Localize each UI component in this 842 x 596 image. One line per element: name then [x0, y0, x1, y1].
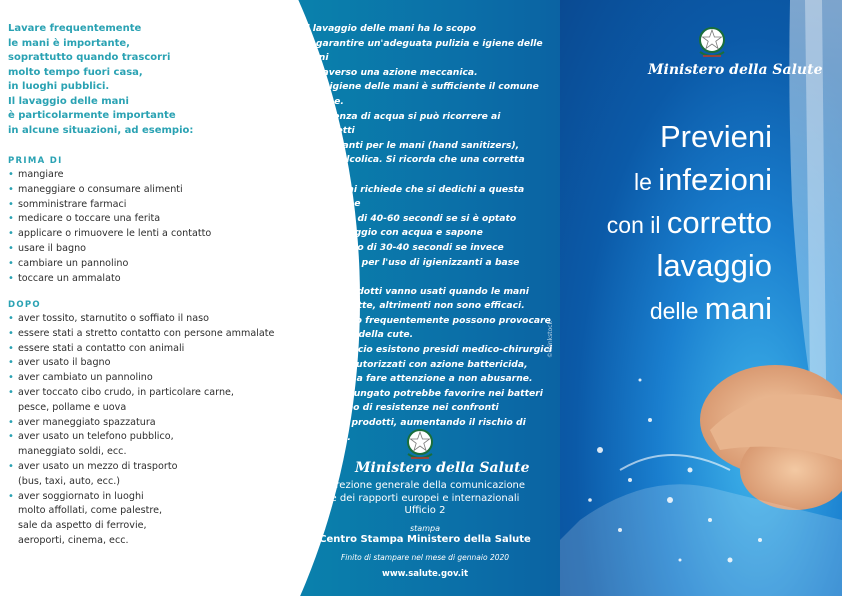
- intro-text: Lavare frequentemente le mani è importante, soprattutto quando trascorri molto tempo fuori casa, in luoghi pubblici. Il lavaggio delle mani è particolarmente importante in alcune situazioni, ad esempio:: [8, 23, 194, 136]
- list-item: • aver usato il bagno: [8, 356, 288, 371]
- italian-emblem-icon: [402, 424, 438, 464]
- centro-stampa: Centro Stampa Ministero della Salute: [319, 533, 531, 545]
- list-item: • applicare o rimuovere le lenti a contatto: [8, 227, 288, 242]
- title-line-large: mani: [704, 291, 772, 326]
- title-line: [607, 118, 772, 161]
- left-panel: [0, 0, 290, 596]
- photo-credit: ©thinkstock: [547, 320, 554, 358]
- list-item: • toccare un ammalato: [8, 272, 288, 287]
- middle-footer: [300, 480, 550, 579]
- prima-list: [8, 168, 288, 286]
- middle-paragraph: Il lavaggio delle mani ha lo scopo di garantire un'adeguata pulizia e igiene delle mani attraverso una azione meccanica. Per l'igiene delle mani è sufficiente il comune sapone. In assenza di acqua si può ricorrere ai cosiddetti igienizzanti per le mani (hand sanitizers), a base alcolica. Si ricorda che una corretta igiene delle mani richiede che si dedichi a questa operazione non meno di 40-60 secondi se si è optato per il lavaggio con acqua e sapone e non meno di 30-40 secondi se invece si è optato per l'uso di igienizzanti a base alcolica. Questi prodotti vanno usati quando le mani sono asciutte, altrimenti non sono efficaci. Se si usano frequentemente possono provocare secchezza della cute. In commercio esistono presidi medico-chirurgici e biocidi autorizzati con azione battericida, ma bisogna fare attenzione a non abusarne. L'uso prolungato potrebbe favorire nei batteri lo sviluppo di resistenze nei confronti di questi prodotti, aumentando il rischio di infezioni.: [303, 23, 553, 443]
- title-line-large: infezioni: [658, 162, 772, 197]
- dopo-list: [8, 312, 288, 549]
- list-item: • medicare o toccare una ferita: [8, 212, 288, 227]
- list-item: • usare il bagno: [8, 242, 288, 257]
- title-line-small: le: [633, 169, 659, 195]
- list-item: • maneggiare o consumare alimenti: [8, 183, 288, 198]
- dopo-title: DOPO: [8, 300, 41, 310]
- list-item: • aver usato un mezzo di trasporto (bus, taxi, auto, ecc.): [8, 460, 288, 490]
- stampa-label: stampa: [410, 523, 440, 533]
- title-line-small: delle: [649, 298, 705, 324]
- finito-text: Finito di stampare nel mese di gennaio 2020: [340, 552, 510, 562]
- list-item: • aver usato un telefono pubblico, maneggiato soldi, ecc.: [8, 430, 288, 460]
- title-line-large: lavaggio: [656, 248, 772, 283]
- italian-emblem-icon: [694, 22, 730, 62]
- list-item: • mangiare: [8, 168, 288, 183]
- title-line: [607, 290, 772, 333]
- list-item: • aver soggiornato in luoghi molto affollati, come palestre, sale da aspetto di ferrovie, aeroporti, cinema, ecc.: [8, 490, 288, 549]
- title-line-small: con il: [606, 212, 667, 238]
- list-item: • essere stati a contatto con animali: [8, 342, 288, 357]
- list-item: • essere stati a stretto contatto con persone ammalate: [8, 327, 288, 342]
- ministero-logo-text-middle: Ministero della Salute: [355, 460, 530, 476]
- website-url: www.salute.gov.it: [381, 568, 469, 579]
- title-line: [607, 204, 772, 247]
- title-line: [607, 161, 772, 204]
- list-item: • aver cambiato un pannolino: [8, 371, 288, 386]
- list-item: • cambiare un pannolino: [8, 257, 288, 272]
- list-item: • aver maneggiato spazzatura: [8, 416, 288, 431]
- list-item: • aver tossito, starnutito o soffiato il naso: [8, 312, 288, 327]
- list-item: • somministrare farmaci: [8, 198, 288, 213]
- direzione-text: Direzione generale della comunicazione e dei rapporti europei e internazionali Ufficio 2: [324, 480, 526, 516]
- prima-title: PRIMA DI: [8, 156, 63, 166]
- list-item: • aver toccato cibo crudo, in particolare carne, pesce, pollame e uova: [8, 386, 288, 416]
- brochure-title: [607, 118, 772, 333]
- ministero-logo-text-right: Ministero della Salute: [648, 62, 823, 78]
- title-line-large: Previeni: [660, 119, 772, 154]
- title-line: [607, 247, 772, 290]
- title-line-large: corretto: [666, 205, 772, 240]
